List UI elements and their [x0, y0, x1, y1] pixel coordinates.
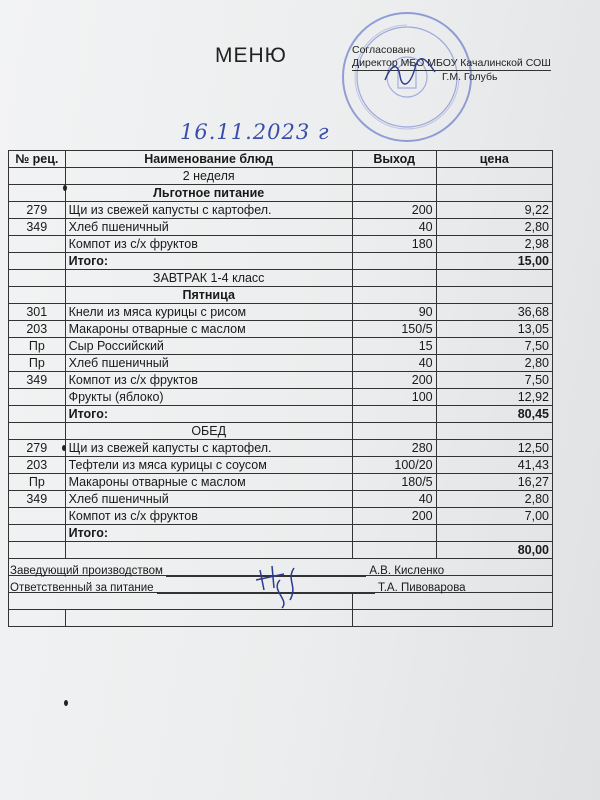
yield-cell: 180 [352, 236, 436, 253]
price-cell: 7,50 [436, 372, 552, 389]
price-cell [436, 525, 552, 542]
recipe-number-cell: 203 [9, 457, 66, 474]
yield-cell [352, 423, 436, 440]
dish-name-cell: Кнели из мяса курицы с рисом [65, 304, 352, 321]
yield-cell: 180/5 [352, 474, 436, 491]
dish-name-cell: Хлеб пшеничный [65, 355, 352, 372]
dish-name-cell: Компот из с/х фруктов [65, 508, 352, 525]
col-header-recipe: № рец. [9, 151, 66, 168]
recipe-number-cell [9, 270, 66, 287]
recipe-number-cell [9, 406, 66, 423]
table-row [9, 287, 553, 304]
recipe-number-cell: 279 [9, 202, 66, 219]
recipe-number-cell: 203 [9, 321, 66, 338]
recipe-number-cell [9, 508, 66, 525]
manager-name: А.В. Кисленко [369, 565, 445, 577]
dish-name-cell: Льготное питание [65, 185, 352, 202]
dish-name-cell: Пятница [65, 287, 352, 304]
responsible-name: Т.А. Пивоварова [377, 582, 466, 594]
dish-name-cell: Макароны отварные с маслом [65, 474, 352, 491]
recipe-number-cell [9, 168, 66, 185]
price-cell: 7,00 [436, 508, 552, 525]
dish-name-cell: Щи из свежей капусты с картофел. [65, 440, 352, 457]
price-cell: 9,22 [436, 202, 552, 219]
dish-name-cell: Итого: [65, 253, 352, 270]
yield-cell: 40 [352, 219, 436, 236]
table-row [9, 423, 553, 440]
table-row [9, 457, 553, 474]
menu-table-body [9, 168, 553, 559]
responsible-label: Ответственный за питание [10, 582, 154, 594]
yield-cell [352, 185, 436, 202]
table-row [9, 338, 553, 355]
table-row [9, 372, 553, 389]
price-cell: 2,80 [436, 355, 552, 372]
ink-dot [64, 700, 68, 706]
yield-cell: 200 [352, 372, 436, 389]
dish-name-cell: ЗАВТРАК 1-4 класс [65, 270, 352, 287]
dish-name-cell: 2 неделя [65, 168, 352, 185]
recipe-number-cell: 349 [9, 372, 66, 389]
table-row [9, 219, 553, 236]
recipe-number-cell [9, 525, 66, 542]
table-row [9, 270, 553, 287]
dish-name-cell: Фрукты (яблоко) [65, 389, 352, 406]
yield-cell: 15 [352, 338, 436, 355]
table-row [9, 304, 553, 321]
yield-cell: 40 [352, 491, 436, 508]
menu-date: 16.11.2023 г [180, 120, 330, 144]
table-row [9, 440, 553, 457]
dish-name-cell: Макароны отварные с маслом [65, 321, 352, 338]
table-row [9, 168, 553, 185]
recipe-number-cell: 349 [9, 219, 66, 236]
recipe-number-cell [9, 423, 66, 440]
manager-label: Заведующий производством [10, 565, 163, 577]
yield-cell: 100/20 [352, 457, 436, 474]
table-row [9, 202, 553, 219]
manager-signature-line [10, 564, 444, 577]
yield-cell [352, 542, 436, 559]
dish-name-cell: ОБЕД [65, 423, 352, 440]
recipe-number-cell: Пр [9, 355, 66, 372]
table-row [9, 185, 553, 202]
col-header-yield: Выход [352, 151, 436, 168]
table-row [9, 474, 553, 491]
table-row [9, 508, 553, 525]
page-title: МЕНЮ [215, 44, 287, 67]
price-cell [436, 270, 552, 287]
yield-cell [352, 270, 436, 287]
recipe-number-cell [9, 542, 66, 559]
yield-cell: 280 [352, 440, 436, 457]
recipe-number-cell: 301 [9, 304, 66, 321]
price-cell: 2,98 [436, 236, 552, 253]
table-header-row [9, 151, 553, 168]
price-cell: 80,45 [436, 406, 552, 423]
table-row [9, 236, 553, 253]
recipe-number-cell: Пр [9, 474, 66, 491]
dish-name-cell: Хлеб пшеничный [65, 491, 352, 508]
price-cell [436, 287, 552, 304]
price-cell: 12,92 [436, 389, 552, 406]
yield-cell [352, 287, 436, 304]
price-cell [436, 168, 552, 185]
ink-dot [63, 185, 67, 191]
price-cell: 12,50 [436, 440, 552, 457]
yield-cell [352, 168, 436, 185]
recipe-number-cell: Пр [9, 338, 66, 355]
table-row [9, 253, 553, 270]
price-cell [436, 185, 552, 202]
yield-cell [352, 253, 436, 270]
recipe-number-cell [9, 253, 66, 270]
table-row [9, 542, 553, 559]
dish-name-cell: Компот из с/х фруктов [65, 236, 352, 253]
table-row [9, 491, 553, 508]
recipe-number-cell: 279 [9, 440, 66, 457]
price-cell [436, 423, 552, 440]
yield-cell: 90 [352, 304, 436, 321]
approval-line-3: Г.М. Голубь [442, 71, 498, 83]
yield-cell [352, 525, 436, 542]
manager-signature [250, 560, 310, 610]
price-cell: 41,43 [436, 457, 552, 474]
recipe-number-cell [9, 185, 66, 202]
col-header-price: цена [436, 151, 552, 168]
price-cell: 15,00 [436, 253, 552, 270]
yield-cell: 200 [352, 508, 436, 525]
yield-cell [352, 406, 436, 423]
price-cell: 13,05 [436, 321, 552, 338]
recipe-number-cell [9, 236, 66, 253]
yield-cell: 40 [352, 355, 436, 372]
yield-cell: 200 [352, 202, 436, 219]
dish-name-cell [65, 542, 352, 559]
recipe-number-cell [9, 287, 66, 304]
yield-cell: 150/5 [352, 321, 436, 338]
price-cell: 36,68 [436, 304, 552, 321]
price-cell: 2,80 [436, 219, 552, 236]
table-row [9, 406, 553, 423]
director-signature [380, 58, 440, 88]
price-cell: 7,50 [436, 338, 552, 355]
table-row [9, 389, 553, 406]
price-cell: 80,00 [436, 542, 552, 559]
recipe-number-cell [9, 389, 66, 406]
price-cell: 2,80 [436, 491, 552, 508]
dish-name-cell: Компот из с/х фруктов [65, 372, 352, 389]
price-cell: 16,27 [436, 474, 552, 491]
responsible-signature-line [10, 581, 466, 594]
table-row [9, 355, 553, 372]
yield-cell: 100 [352, 389, 436, 406]
table-row [9, 525, 553, 542]
approval-line-1: Согласовано [352, 44, 416, 56]
dish-name-cell: Итого: [65, 525, 352, 542]
dish-name-cell: Итого: [65, 406, 352, 423]
recipe-number-cell: 349 [9, 491, 66, 508]
dish-name-cell: Сыр Российский [65, 338, 352, 355]
dish-name-cell: Хлеб пшеничный [65, 219, 352, 236]
col-header-dish: Наименование блюд [65, 151, 352, 168]
ink-dot [62, 445, 66, 451]
approval-line-2: Директор МБО МБОУ Качалинской СОШ [352, 57, 551, 69]
menu-table [8, 150, 553, 627]
dish-name-cell: Тефтели из мяса курицы с соусом [65, 457, 352, 474]
table-row [9, 321, 553, 338]
dish-name-cell: Щи из свежей капусты с картофел. [65, 202, 352, 219]
table-row [9, 610, 553, 627]
